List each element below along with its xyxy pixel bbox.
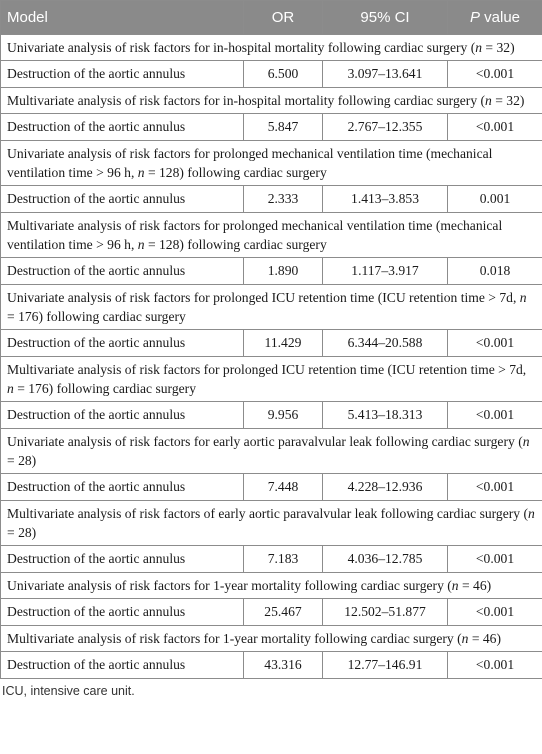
- section-n-label: n: [519, 290, 527, 305]
- header-or: OR: [244, 1, 323, 35]
- section-title-tail: = 176) following cardiac surgery: [7, 309, 186, 324]
- section-title: [1, 357, 542, 402]
- section-n-label: n: [451, 578, 459, 593]
- cell-p-value: <0.001: [448, 402, 542, 429]
- cell-or: 2.333: [244, 186, 323, 213]
- section-header-row: [1, 573, 542, 599]
- section-header-row: [1, 626, 542, 652]
- cell-p-value: <0.001: [448, 114, 542, 141]
- cell-p-value: <0.001: [448, 330, 542, 357]
- header-p-rest: value: [479, 9, 521, 26]
- table-row: [1, 61, 542, 88]
- cell-or: 1.890: [244, 258, 323, 285]
- section-title-tail: = 28): [7, 453, 37, 468]
- section-title-tail: = 128) following cardiac surgery: [144, 237, 327, 252]
- cell-model: Destruction of the aortic annulus: [1, 114, 244, 141]
- section-n-label: n: [475, 40, 483, 55]
- section-title-text: Multivariate analysis of risk factors for prolonged mechanical ventilation time (mechanical ventilation time > 96 h,: [7, 218, 503, 252]
- cell-model: Destruction of the aortic annulus: [1, 330, 244, 357]
- cell-or: 5.847: [244, 114, 323, 141]
- cell-or: 25.467: [244, 599, 323, 626]
- cell-model: Destruction of the aortic annulus: [1, 652, 244, 679]
- cell-model: Destruction of the aortic annulus: [1, 186, 244, 213]
- table-row: [1, 402, 542, 429]
- header-model: Model: [1, 1, 244, 35]
- section-header-row: [1, 213, 542, 258]
- table-row: [1, 330, 542, 357]
- section-header-row: [1, 285, 542, 330]
- cell-ci: 3.097–13.641: [323, 61, 448, 88]
- section-title-text: Multivariate analysis of risk factors for prolonged ICU retention time (ICU retention time > 7d,: [7, 362, 527, 377]
- section-title-text: Univariate analysis of risk factors for 1-year mortality following cardiac surgery (: [7, 578, 452, 593]
- section-title-text: Univariate analysis of risk factors for in-hospital mortality following cardiac surgery (: [7, 40, 476, 55]
- section-title: [1, 213, 542, 258]
- cell-model: Destruction of the aortic annulus: [1, 599, 244, 626]
- table-row: [1, 186, 542, 213]
- cell-model: Destruction of the aortic annulus: [1, 258, 244, 285]
- table-body: [1, 35, 542, 679]
- cell-p-value: <0.001: [448, 599, 542, 626]
- cell-ci: 12.77–146.91: [323, 652, 448, 679]
- cell-p-value: <0.001: [448, 546, 542, 573]
- table-row: [1, 546, 542, 573]
- cell-ci: 4.228–12.936: [323, 474, 448, 501]
- cell-ci: 1.413–3.853: [323, 186, 448, 213]
- cell-ci: 5.413–18.313: [323, 402, 448, 429]
- cell-or: 7.183: [244, 546, 323, 573]
- table-row: [1, 258, 542, 285]
- section-header-row: [1, 357, 542, 402]
- cell-p-value: 0.001: [448, 186, 542, 213]
- section-n-label: n: [137, 237, 145, 252]
- section-title-tail: = 32): [491, 93, 525, 108]
- section-title-text: Univariate analysis of risk factors for early aortic paravalvular leak following cardiac surgery (: [7, 434, 523, 449]
- header-p-italic: P: [469, 9, 480, 26]
- section-title: [1, 573, 542, 599]
- cell-or: 6.500: [244, 61, 323, 88]
- section-title-tail: = 28): [7, 525, 37, 540]
- table-row: [1, 474, 542, 501]
- section-n-label: n: [485, 93, 492, 108]
- section-title-text: Multivariate analysis of risk factors for in-hospital mortality following cardiac surgery (: [7, 93, 486, 108]
- table-row: [1, 599, 542, 626]
- section-title-text: Univariate analysis of risk factors for prolonged mechanical ventilation time (mechanical ventilation time > 96 h,: [7, 146, 493, 180]
- section-title-tail: = 46): [468, 631, 502, 646]
- section-title-tail: = 176) following cardiac surgery: [13, 381, 196, 396]
- cell-model: Destruction of the aortic annulus: [1, 402, 244, 429]
- section-n-label: n: [528, 506, 535, 521]
- table-header: [1, 1, 542, 35]
- cell-p-value: <0.001: [448, 652, 542, 679]
- cell-or: 9.956: [244, 402, 323, 429]
- section-n-label: n: [522, 434, 530, 449]
- section-title: [1, 626, 542, 652]
- cell-model: Destruction of the aortic annulus: [1, 61, 244, 88]
- cell-ci: 4.036–12.785: [323, 546, 448, 573]
- cell-model: Destruction of the aortic annulus: [1, 546, 244, 573]
- section-title-text: Multivariate analysis of risk factors for 1-year mortality following cardiac surgery (: [7, 631, 462, 646]
- section-header-row: [1, 88, 542, 114]
- section-title-tail: = 128) following cardiac surgery: [144, 165, 327, 180]
- section-n-label: n: [137, 165, 145, 180]
- cell-p-value: <0.001: [448, 474, 542, 501]
- section-n-label: n: [461, 631, 469, 646]
- section-title: [1, 35, 542, 61]
- section-title: [1, 88, 542, 114]
- header-ci: 95% CI: [323, 1, 448, 35]
- cell-or: 43.316: [244, 652, 323, 679]
- section-title: [1, 501, 542, 546]
- section-title-tail: = 32): [482, 40, 515, 55]
- section-title: [1, 141, 542, 186]
- header-p-value: [448, 1, 542, 35]
- table-row: [1, 114, 542, 141]
- cell-or: 7.448: [244, 474, 323, 501]
- cell-p-value: 0.018: [448, 258, 542, 285]
- section-title: [1, 429, 542, 474]
- section-n-label: n: [7, 381, 14, 396]
- table-row: [1, 652, 542, 679]
- header-row: [1, 1, 542, 35]
- cell-p-value: <0.001: [448, 61, 542, 88]
- section-title-text: Multivariate analysis of risk factors of early aortic paravalvular leak following cardiac surgery (: [7, 506, 529, 521]
- table-footnote: ICU, intensive care unit.: [2, 684, 135, 698]
- section-header-row: [1, 141, 542, 186]
- cell-ci: 2.767–12.355: [323, 114, 448, 141]
- cell-ci: 1.117–3.917: [323, 258, 448, 285]
- section-header-row: [1, 35, 542, 61]
- section-title-text: Univariate analysis of risk factors for prolonged ICU retention time (ICU retention time > 7d,: [7, 290, 520, 305]
- section-title-tail: = 46): [458, 578, 492, 593]
- section-title: [1, 285, 542, 330]
- cell-ci: 6.344–20.588: [323, 330, 448, 357]
- cell-model: Destruction of the aortic annulus: [1, 474, 244, 501]
- section-header-row: [1, 501, 542, 546]
- cell-or: 11.429: [244, 330, 323, 357]
- section-header-row: [1, 429, 542, 474]
- cell-ci: 12.502–51.877: [323, 599, 448, 626]
